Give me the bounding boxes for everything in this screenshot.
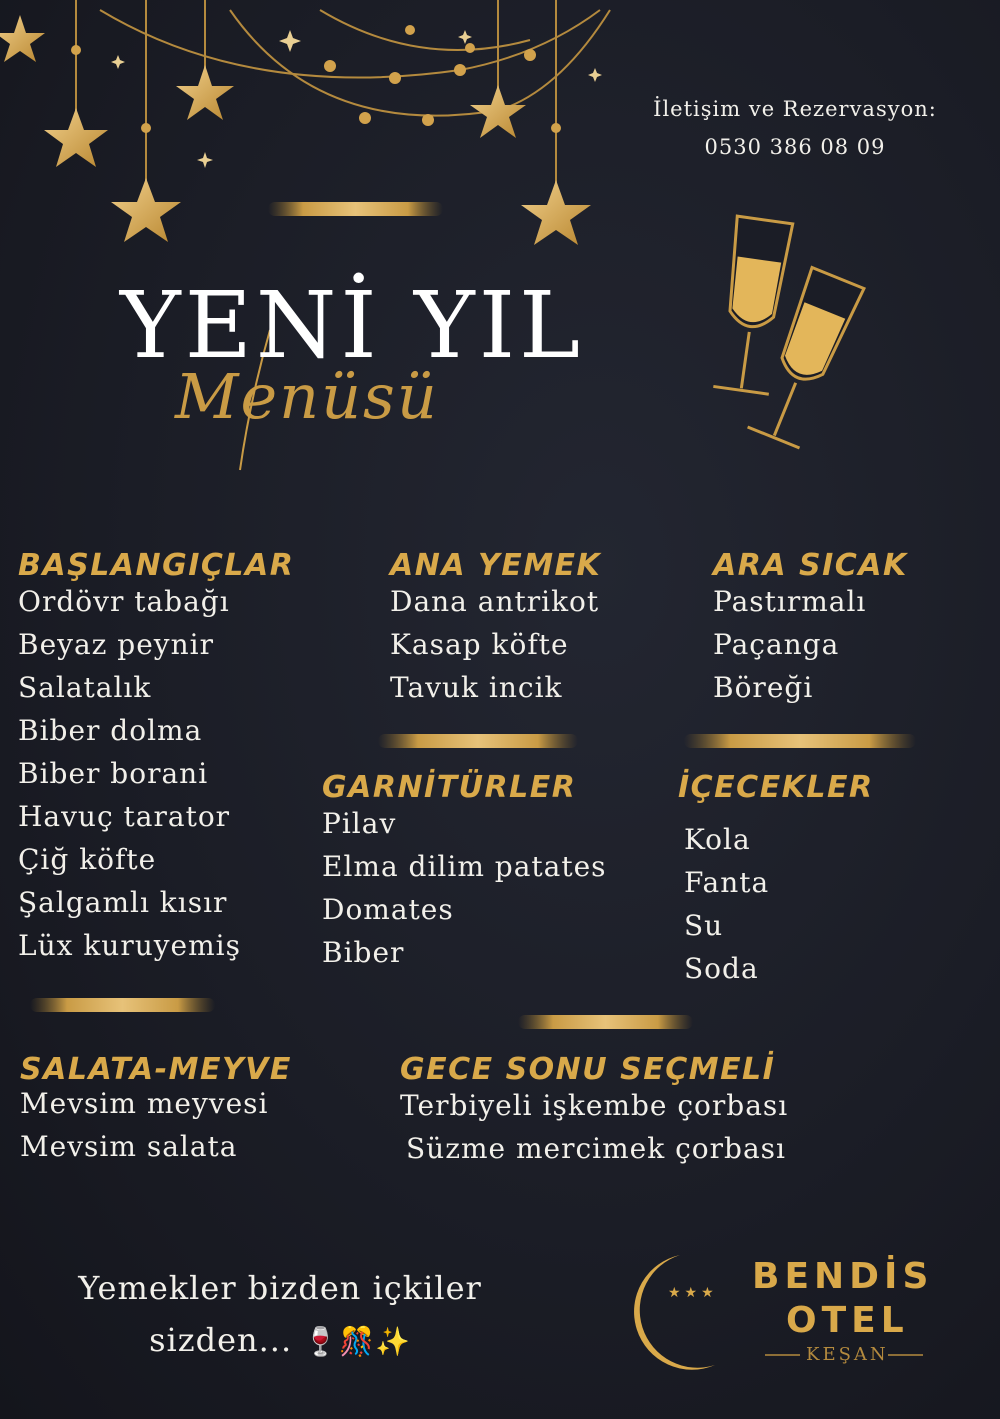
- list-item: Biber borani: [18, 757, 209, 790]
- section-title: GECE SONU SEÇMELİ: [400, 1052, 776, 1087]
- item-list: [20, 1087, 292, 1173]
- list-item: Biber: [322, 936, 405, 969]
- list-item: Tavuk incik: [390, 671, 563, 704]
- brand-name-line-1: BENDİS: [752, 1256, 934, 1297]
- item-list: [18, 585, 294, 972]
- list-item: Elma dilim patates: [322, 850, 607, 883]
- list-item: Havuç tarator: [18, 800, 231, 833]
- item-list: [390, 585, 601, 714]
- crescent-moon-logo-icon: [634, 1255, 715, 1370]
- list-item: Şalgamlı kısır: [18, 886, 228, 919]
- list-item: Dana antrikot: [390, 585, 600, 618]
- footer-line-2-text: sizden...: [149, 1321, 293, 1359]
- list-item: Kasap köfte: [390, 628, 569, 661]
- item-list: [400, 1089, 788, 1175]
- contact-phone[interactable]: 0530 386 08 09: [704, 135, 886, 159]
- list-item: Çiğ köfte: [18, 843, 157, 876]
- item-list: [684, 823, 874, 995]
- list-item: Kola: [684, 823, 751, 856]
- section-ara-sicak: [713, 548, 908, 714]
- list-item: Domates: [322, 893, 454, 926]
- section-baslangiclar: [18, 548, 294, 972]
- list-item: Biber dolma: [18, 714, 203, 747]
- section-title: GARNİTÜRLER: [322, 770, 577, 805]
- champagne-glasses-icon: [713, 216, 864, 448]
- list-item: Mevsim salata: [20, 1130, 238, 1163]
- item-list: [713, 585, 908, 714]
- list-item: Soda: [684, 952, 759, 985]
- garland-lines: [100, 10, 610, 116]
- list-item: Pastırmalı: [713, 585, 867, 618]
- section-title: BAŞLANGIÇLAR: [18, 548, 295, 583]
- section-title: İÇECEKLER: [678, 770, 874, 805]
- section-icecekler: [678, 770, 874, 995]
- brand-location: KEŞAN: [806, 1344, 889, 1365]
- list-item: Pilav: [322, 807, 397, 840]
- celebration-emoji-icons: 🍷🎊✨: [303, 1325, 411, 1358]
- list-item: Böreği: [713, 671, 814, 704]
- list-item: Süzme mercimek çorbası: [406, 1132, 786, 1165]
- page-subtitle-script: Menüsü: [175, 360, 439, 433]
- contact-label: İletişim ve Rezervasyon:: [653, 97, 937, 121]
- list-item: Lüx kuruyemiş: [18, 929, 241, 962]
- list-item: Fanta: [684, 866, 770, 899]
- section-garniturler: [322, 770, 607, 979]
- list-item: Ordövr tabağı: [18, 585, 230, 618]
- list-item: Terbiyeli işkembe çorbası: [400, 1089, 789, 1122]
- footer-slogan: [40, 1262, 520, 1368]
- brand-stars: ★★★: [668, 1285, 718, 1301]
- footer-line-2: [40, 1314, 520, 1368]
- list-item: Su: [684, 909, 724, 942]
- section-title: SALATA-MEYVE: [20, 1052, 292, 1087]
- list-item: Salatalık: [18, 671, 152, 704]
- section-title: ANA YEMEK: [390, 548, 602, 583]
- footer-line-1: Yemekler bizden içkiler: [78, 1269, 482, 1307]
- section-title: ARA SICAK: [713, 548, 908, 583]
- item-list: [322, 807, 607, 979]
- brand-name-line-2: OTEL: [786, 1300, 909, 1341]
- list-item: Paçanga: [713, 628, 840, 661]
- star-strings: [76, 0, 556, 185]
- list-item: Beyaz peynir: [18, 628, 214, 661]
- section-salata-meyve: [20, 1052, 292, 1173]
- contact-block: [600, 90, 990, 166]
- section-gece-sonu: [400, 1052, 788, 1175]
- page-title: YENİ YIL: [120, 272, 585, 379]
- list-item: Mevsim meyvesi: [20, 1087, 269, 1120]
- section-ana-yemek: [390, 548, 601, 714]
